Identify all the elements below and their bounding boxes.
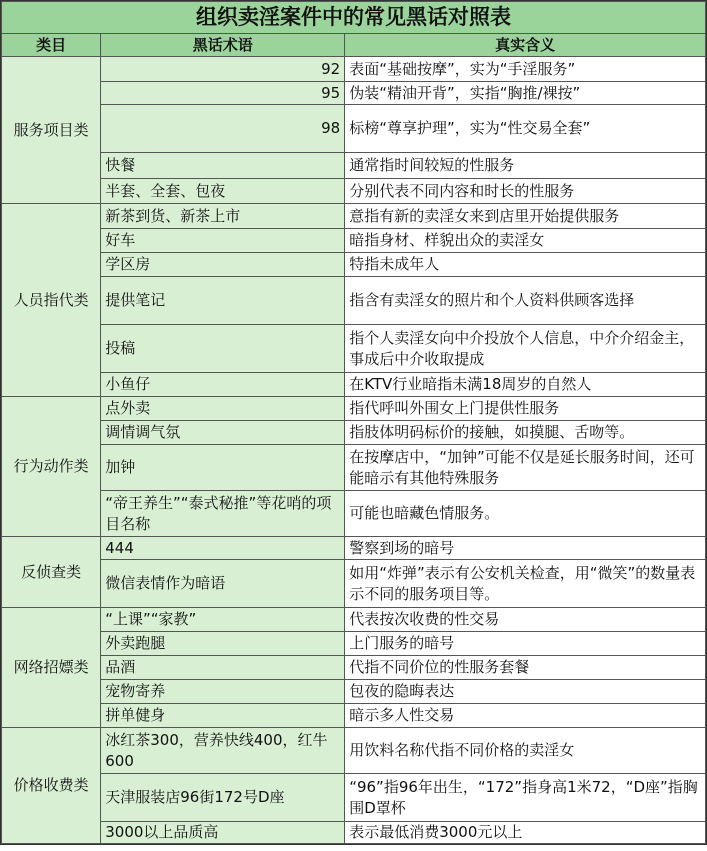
term-cell: 微信表情作为暗语 xyxy=(101,560,345,608)
table-row xyxy=(2,656,706,680)
category-cell: 网络招嫖类 xyxy=(2,608,101,728)
term-cell: 拼单健身 xyxy=(101,704,345,728)
header-category: 类目 xyxy=(2,34,101,57)
table-row xyxy=(2,277,706,325)
meaning-cell: 指个人卖淫女向中介投放个人信息，中介介绍金主，事成后中介收取提成 xyxy=(345,325,706,373)
meaning-cell: 暗指身材、样貌出众的卖淫女 xyxy=(345,229,706,253)
meaning-cell: “96”指96年出生，“172”指身高1米72，“D座”指胸围D罩杯 xyxy=(345,774,706,822)
meaning-cell: 在KTV行业暗指未满18周岁的自然人 xyxy=(345,373,706,397)
term-cell: 98 xyxy=(101,105,345,153)
meaning-cell: 如用“炸弹”表示有公安机关检查，用“微笑”的数量表示不同的服务项目等。 xyxy=(345,560,706,608)
meaning-cell: 通常指时间较短的性服务 xyxy=(345,153,706,179)
meaning-cell: 警察到场的暗号 xyxy=(345,537,706,560)
category-cell: 人员指代类 xyxy=(2,204,101,397)
table-row xyxy=(2,421,706,445)
table-row xyxy=(2,57,706,82)
meaning-cell: 代表按次收费的性交易 xyxy=(345,608,706,632)
table-row xyxy=(2,822,706,844)
term-cell: 学区房 xyxy=(101,253,345,277)
meaning-cell: 分别代表不同内容和时长的性服务 xyxy=(345,179,706,204)
slang-table xyxy=(1,1,706,844)
term-cell: 冰红茶300，营养快线400，红牛600 xyxy=(101,728,345,774)
meaning-cell: 标榜“尊享护理”，实为“性交易全套” xyxy=(345,105,706,153)
table-row xyxy=(2,253,706,277)
term-cell: 92 xyxy=(101,57,345,82)
term-cell: 95 xyxy=(101,82,345,105)
term-cell: 加钟 xyxy=(101,445,345,491)
meaning-cell: 用饮料名称代指不同价格的卖淫女 xyxy=(345,728,706,774)
meaning-cell: 表示最低消费3000元以上 xyxy=(345,822,706,844)
table-row xyxy=(2,537,706,560)
meaning-cell: 暗示多人性交易 xyxy=(345,704,706,728)
term-cell: 半套、全套、包夜 xyxy=(101,179,345,204)
term-cell: 小鱼仔 xyxy=(101,373,345,397)
table-row xyxy=(2,608,706,632)
table-row xyxy=(2,105,706,153)
meaning-cell: 上门服务的暗号 xyxy=(345,632,706,656)
meaning-cell: 指代呼叫外围女上门提供性服务 xyxy=(345,397,706,421)
table-row xyxy=(2,774,706,822)
table-row xyxy=(2,82,706,105)
meaning-cell: 意指有新的卖淫女来到店里开始提供服务 xyxy=(345,204,706,229)
term-cell: 品酒 xyxy=(101,656,345,680)
meaning-cell: 在按摩店中，“加钟”可能不仅是延长服务时间，还可能暗示有其他特殊服务 xyxy=(345,445,706,491)
meaning-cell: 可能也暗藏色情服务。 xyxy=(345,491,706,537)
meaning-cell: 指含有卖淫女的照片和个人资料供顾客选择 xyxy=(345,277,706,325)
term-cell: 投稿 xyxy=(101,325,345,373)
category-cell: 反侦查类 xyxy=(2,537,101,608)
meaning-cell: 包夜的隐晦表达 xyxy=(345,680,706,704)
term-cell: 天津服装店96街172号D座 xyxy=(101,774,345,822)
term-cell: 提供笔记 xyxy=(101,277,345,325)
term-cell: 调情调气氛 xyxy=(101,421,345,445)
term-cell: 点外卖 xyxy=(101,397,345,421)
meaning-cell: 指肢体明码标价的接触，如摸腿、舌吻等。 xyxy=(345,421,706,445)
table-row xyxy=(2,373,706,397)
term-cell: 快餐 xyxy=(101,153,345,179)
term-cell: 3000以上品质高 xyxy=(101,822,345,844)
table-row xyxy=(2,397,706,421)
term-cell: “帝王养生”“泰式秘推”等花哨的项目名称 xyxy=(101,491,345,537)
header-term: 黑话术语 xyxy=(101,34,345,57)
meaning-cell: 伪装“精油开背”，实指“胸推/裸按” xyxy=(345,82,706,105)
table-row xyxy=(2,680,706,704)
category-cell: 服务项目类 xyxy=(2,57,101,204)
table-row xyxy=(2,179,706,204)
table-row xyxy=(2,153,706,179)
meaning-cell: 特指未成年人 xyxy=(345,253,706,277)
table-row xyxy=(2,325,706,373)
table-row xyxy=(2,728,706,774)
table-row xyxy=(2,704,706,728)
table-row xyxy=(2,204,706,229)
meaning-cell: 代指不同价位的性服务套餐 xyxy=(345,656,706,680)
header-meaning: 真实含义 xyxy=(345,34,706,57)
table-title: 组织卖淫案件中的常见黑话对照表 xyxy=(2,2,706,34)
term-cell: 宠物寄养 xyxy=(101,680,345,704)
term-cell: 新茶到货、新茶上市 xyxy=(101,204,345,229)
table-row xyxy=(2,491,706,537)
category-cell: 价格收费类 xyxy=(2,728,101,844)
term-cell: 444 xyxy=(101,537,345,560)
meaning-cell: 表面“基础按摩”，实为“手淫服务” xyxy=(345,57,706,82)
category-cell: 行为动作类 xyxy=(2,397,101,537)
table-row xyxy=(2,632,706,656)
table-row xyxy=(2,560,706,608)
table-row xyxy=(2,229,706,253)
term-cell: 外卖跑腿 xyxy=(101,632,345,656)
table-row xyxy=(2,445,706,491)
term-cell: 好车 xyxy=(101,229,345,253)
term-cell: “上课”“家教” xyxy=(101,608,345,632)
